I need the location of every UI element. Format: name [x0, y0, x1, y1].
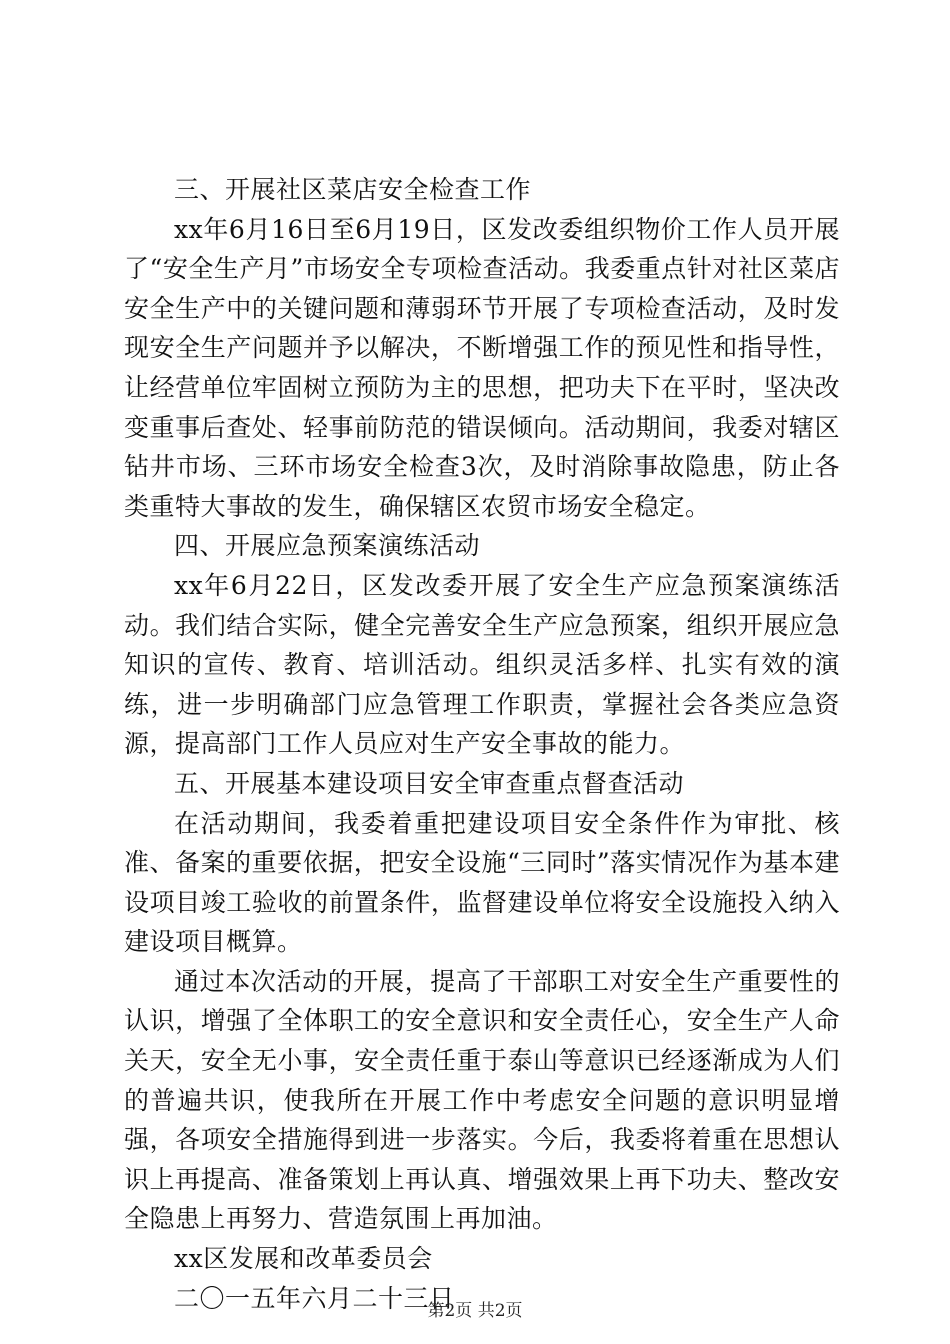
- document-body: [124, 170, 840, 1318]
- signature-organization: xx区发展和改革委员会: [174, 1244, 433, 1274]
- signature-date: 二〇一五年六月二十三日: [174, 1283, 455, 1313]
- section-heading-4: 四、开展应急预案演练活动: [174, 531, 481, 561]
- page-footer: 第2页 共2页: [427, 1301, 523, 1321]
- paragraph-project-review: 在活动期间，我委着重把建设项目安全条件作为审批、核准、备案的重要依据，把安全设施“三同时”落实情况作为基本建设项目竣工验收的前置条件，监督建设单位将安全设施投入纳入建设项目概算。: [124, 808, 840, 957]
- section-heading-5: 五、开展基本建设项目安全审查重点督查活动: [174, 768, 685, 798]
- paragraph-emergency-drill: xx年6月22日，区发改委开展了安全生产应急预案演练活动。我们结合实际，健全完善安全生产应急预案，组织开展应急知识的宣传、教育、培训活动。组织灵活多样、扎实有效的演练，进一步明确部门应急管理工作职责，掌握社会各类应急资源，提高部门工作人员应对生产安全事故的能力。: [124, 570, 840, 759]
- paragraph-conclusion: 通过本次活动的开展，提高了干部职工对安全生产重要性的认识，增强了全体职工的安全意识和安全责任心，安全生产人命关天，安全无小事，安全责任重于泰山等意识已经逐渐成为人们的普遍共识，使我所在开展工作中考虑安全问题的意识明显增强，各项安全措施得到进一步落实。今后，我委将着重在思想认识上再提高、准备策划上再认真、增强效果上再下功夫、整改安全隐患上再努力、营造氛围上再加油。: [124, 966, 840, 1234]
- paragraph-market-inspection: xx年6月16日至6月19日，区发改委组织物价工作人员开展了“安全生产月”市场安全专项检查活动。我委重点针对社区菜店安全生产中的关键问题和薄弱环节开展了专项检查活动，及时发现安全生产问题并予以解决，不断增强工作的预见性和指导性，让经营单位牢固树立预防为主的思想，把功夫下在平时，坚决改变重事后查处、轻事前防范的错误倾向。活动期间，我委对辖区钻井市场、三环市场安全检查3次，及时消除事故隐患，防止各类重特大事故的发生，确保辖区农贸市场安全稳定。: [124, 214, 840, 521]
- section-heading-3: 三、开展社区菜店安全检查工作: [174, 175, 532, 204]
